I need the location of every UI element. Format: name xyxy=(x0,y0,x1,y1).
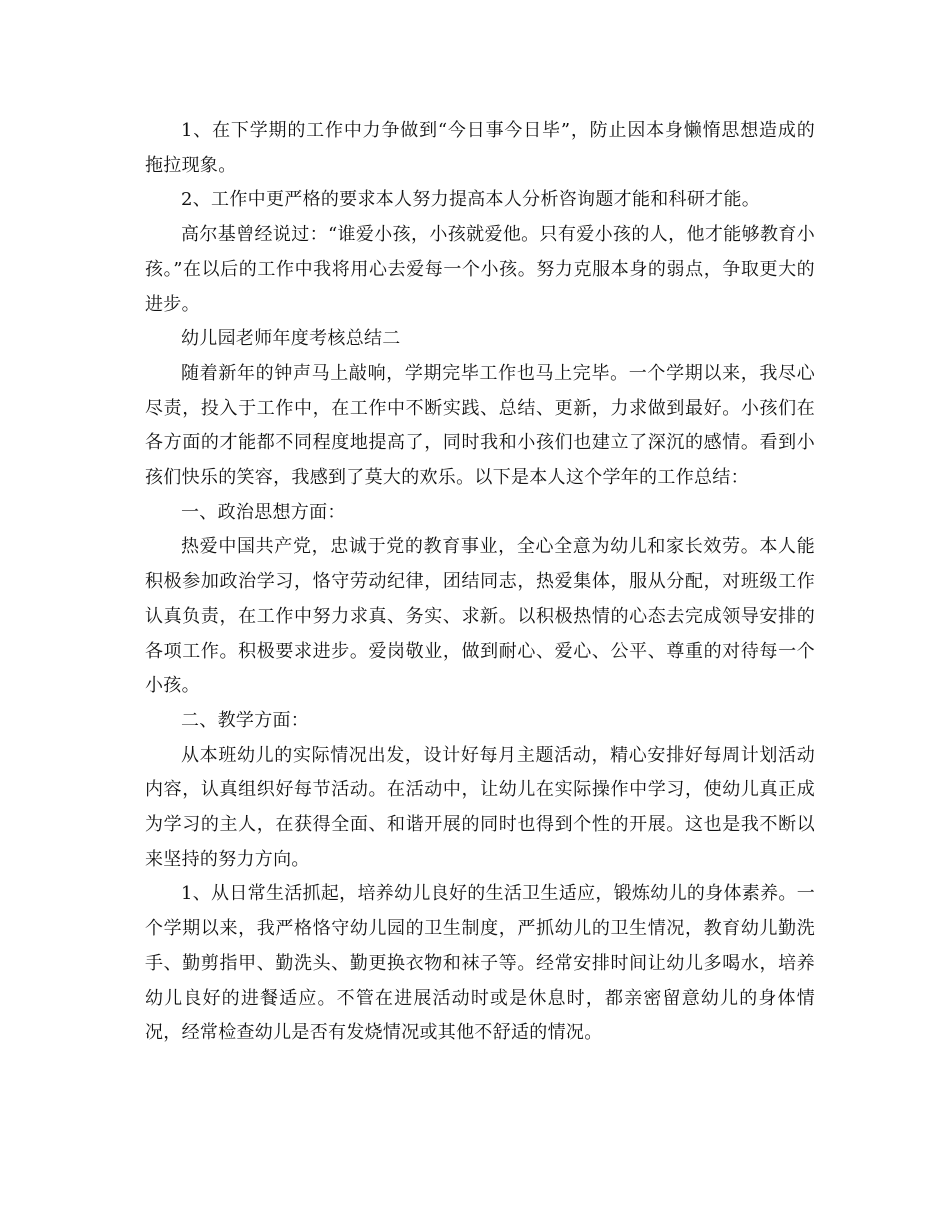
section-heading-political: 一、政治思想方面： xyxy=(181,501,346,523)
paragraph-plan-item-1: 1、在下学期的工作中力争做到“今日事今日毕”，防止因本身懒惰思想造成的拖拉现象。 xyxy=(145,120,815,176)
paragraph-political: 热爱中国共产党，忠诚于党的教育事业，全心全意为幼儿和家长效劳。本人能积极参加政治学习，恪守劳动纪律，团结同志，热爱集体，服从分配，对班级工作认真负责，在工作中努力求真、务实、求新。以积极热情的心态去完成领导安排的各项工作。积极要求进步。爱岗敬业，做到耐心、爱心、公平、尊重的对待每一个小孩。 xyxy=(145,536,815,697)
paragraph-daily-life: 1、从日常生活抓起，培养幼儿良好的生活卫生适应，锻炼幼儿的身体素养。一个学期以来，我严格恪守幼儿园的卫生制度，严抓幼儿的卫生情况，教育幼儿勤洗手、勤剪指甲、勤洗头、勤更换衣物和袜子等。经常安排时间让幼儿多喝水，培养幼儿良好的进餐适应。不管在进展活动时或是休息时，都亲密留意幼儿的身体情况，经常检查幼儿是否有发烧情况或其他不舒适的情况。 xyxy=(145,883,815,1044)
section-heading-summary-two: 幼儿园老师年度考核总结二 xyxy=(181,328,401,350)
section-heading-teaching: 二、教学方面： xyxy=(181,709,310,731)
paragraph-gorky-quote: 高尔基曾经说过：“谁爱小孩，小孩就爱他。只有爱小孩的人，他才能够教育小孩。”在以后的工作中我将用心去爱每一个小孩。努力克服本身的弱点，争取更大的进步。 xyxy=(145,224,815,315)
paragraph-teaching: 从本班幼儿的实际情况出发，设计好每月主题活动，精心安排好每周计划活动内容，认真组织好每节活动。在活动中，让幼儿在实际操作中学习，使幼儿真正成为学习的主人，在获得全面、和谐开展的同时也得到个性的开展。这也是我不断以来坚持的努力方向。 xyxy=(145,744,815,870)
paragraph-introduction: 随着新年的钟声马上敲响，学期完毕工作也马上完毕。一个学期以来，我尽心尽责，投入于工作中，在工作中不断实践、总结、更新，力求做到最好。小孩们在各方面的才能都不同程度地提高了，同时我和小孩们也建立了深沉的感情。看到小孩们快乐的笑容，我感到了莫大的欢乐。以下是本人这个学年的工作总结： xyxy=(145,362,815,489)
document-body xyxy=(145,114,815,1051)
paragraph-plan-item-2: 2、工作中更严格的要求本人努力提高本人分析咨询题才能和科研才能。 xyxy=(181,189,761,211)
